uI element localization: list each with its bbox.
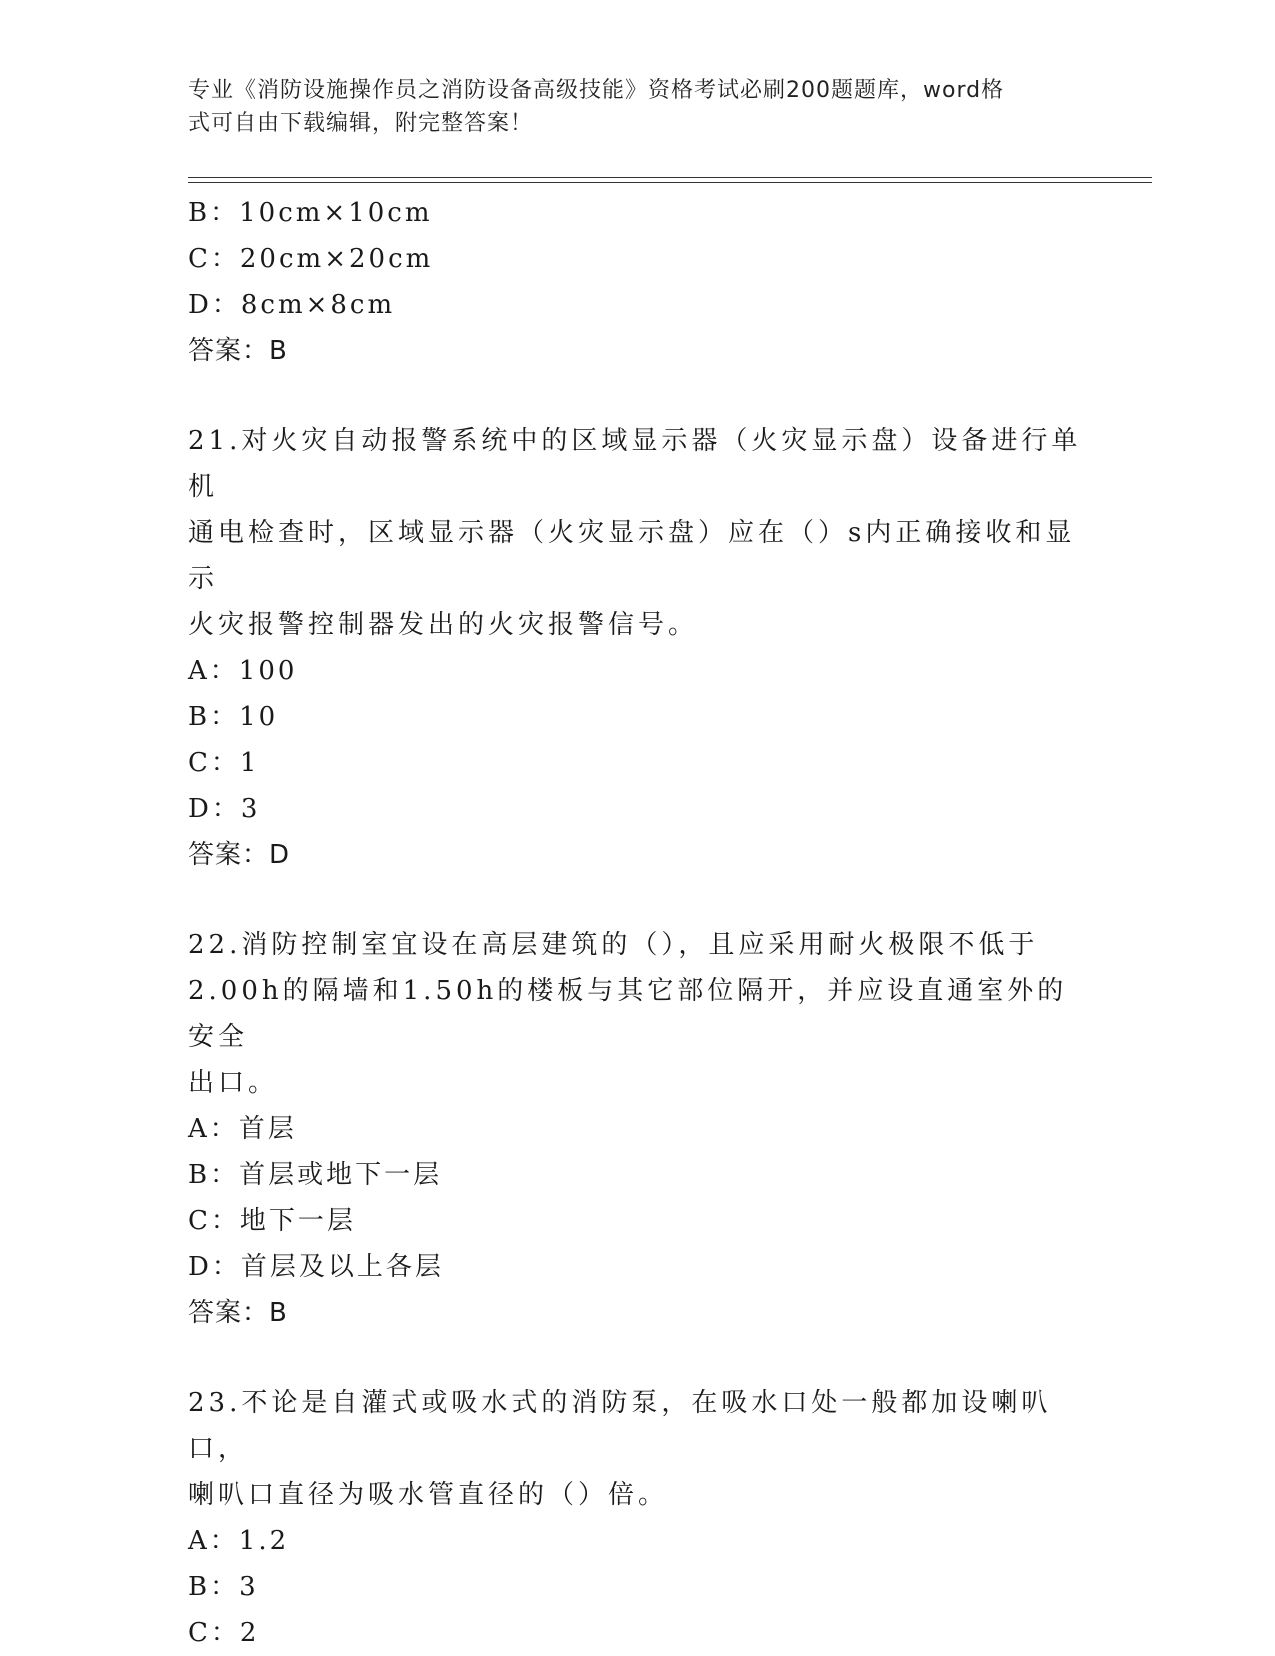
question-text-line: 火灾报警控制器发出的火灾报警信号。 <box>188 610 699 640</box>
question-20 <box>188 190 1088 374</box>
option-c: C：1 <box>188 748 260 778</box>
question-text-line: 出口。 <box>188 1068 279 1098</box>
option-c: C：地下一层 <box>188 1206 356 1236</box>
option-b: B：10 <box>188 702 279 732</box>
option-d: D：首层及以上各层 <box>188 1252 444 1282</box>
header-divider-bottom <box>188 182 1152 183</box>
document-body <box>188 190 1088 1656</box>
question-text-line: 通电检查时，区域显示器（火灾显示盘）应在（）s内正确接收和显示 <box>188 518 1076 594</box>
answer: 答案：B <box>188 336 288 366</box>
option-d: D：8cm×8cm <box>188 290 396 320</box>
option-b: B：10cm×10cm <box>188 198 433 228</box>
question-22 <box>188 922 1088 1336</box>
question-text <box>188 418 1088 648</box>
header-divider-top <box>188 177 1152 178</box>
header-line-2: 式可自由下载编辑，附完整答案！ <box>188 111 534 136</box>
answer: 答案：B <box>188 1298 288 1328</box>
option-b: B：首层或地下一层 <box>188 1160 443 1190</box>
option-c: C：20cm×20cm <box>188 244 434 274</box>
option-b: B：3 <box>188 1572 259 1602</box>
document-header <box>188 74 1068 140</box>
question-text-line: 23.不论是自灌式或吸水式的消防泵，在吸水口处一般都加设喇叭口， <box>188 1388 1052 1464</box>
question-text <box>188 1380 1088 1518</box>
answer: 答案：D <box>188 840 291 870</box>
question-text-line: 22.消防控制室宜设在高层建筑的（），且应采用耐火极限不低于 <box>188 930 1039 960</box>
question-23 <box>188 1380 1088 1656</box>
question-text-line: 喇叭口直径为吸水管直径的（）倍。 <box>188 1480 669 1510</box>
header-line-1: 专业《消防设施操作员之消防设备高级技能》资格考试必刷200题题库，word格 <box>188 78 1005 103</box>
question-text-line: 2.00h的隔墙和1.50h的楼板与其它部位隔开，并应设直通室外的安全 <box>188 976 1068 1052</box>
option-a: A：100 <box>188 656 298 686</box>
question-21 <box>188 418 1088 878</box>
option-a: A：首层 <box>188 1114 297 1144</box>
question-text-line: 21.对火灾自动报警系统中的区域显示器（火灾显示盘）设备进行单机 <box>188 426 1082 502</box>
option-a: A：1.2 <box>188 1526 290 1556</box>
option-d: D：3 <box>188 794 261 824</box>
option-c: C：2 <box>188 1618 260 1648</box>
question-text <box>188 922 1088 1106</box>
